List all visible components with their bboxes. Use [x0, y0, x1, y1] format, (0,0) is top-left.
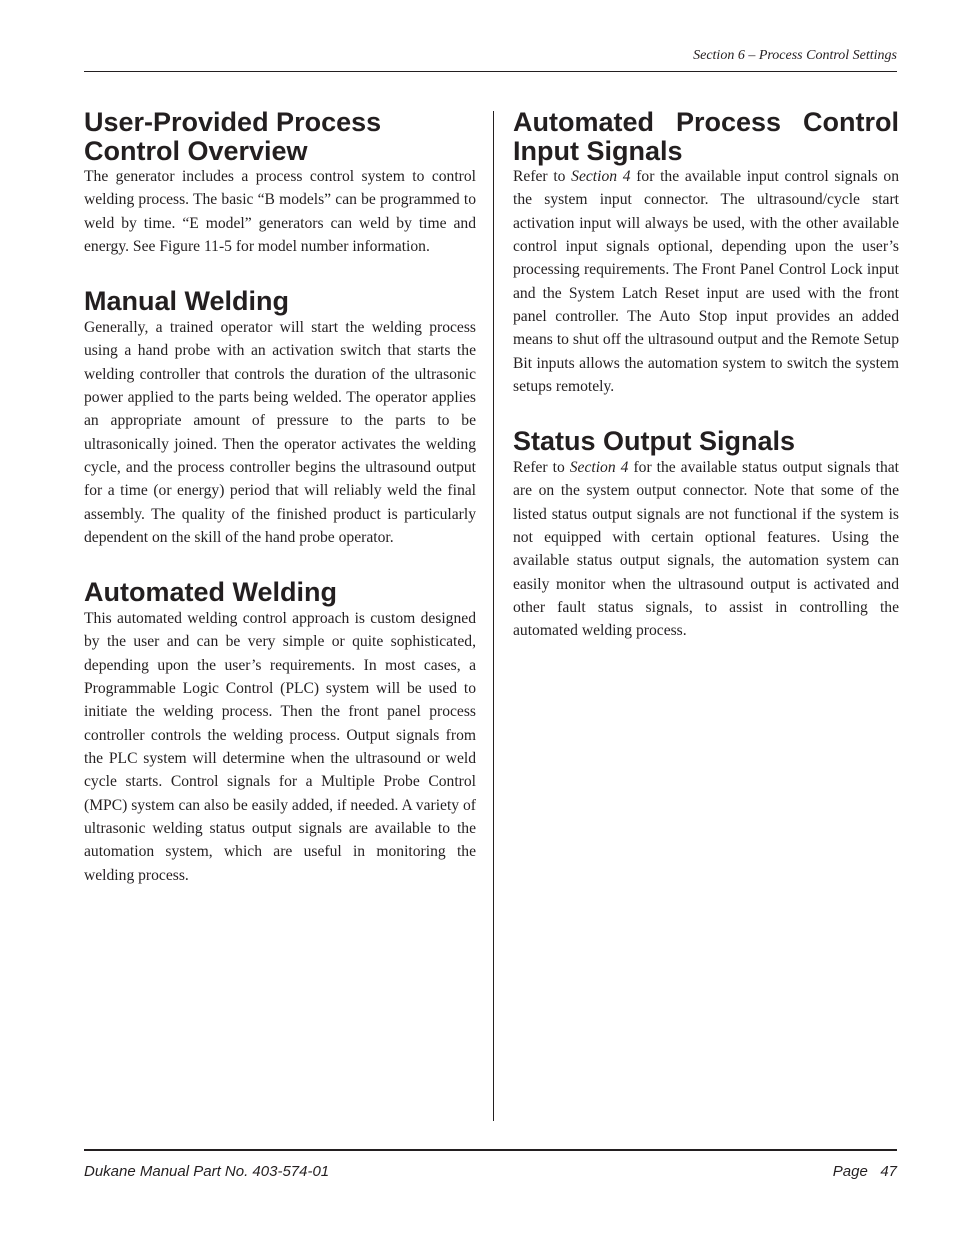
heading-status-signals: Status Output Signals: [513, 426, 796, 457]
section-reference: Section 4: [569, 458, 629, 476]
running-header: Section 6 – Process Control Settings: [693, 48, 897, 63]
page-number: 47: [880, 1163, 897, 1180]
section-automated-welding: [84, 578, 476, 887]
footer-part-number: Dukane Manual Part No. 403-574-01: [84, 1163, 330, 1180]
section-overview: [84, 108, 476, 258]
section-status-signals: [513, 427, 899, 642]
footer-rule: [84, 1149, 897, 1151]
right-column: [513, 108, 899, 672]
column-divider: [493, 111, 494, 1121]
paragraph-input-signals: Refer to Section 4 for the available input control signals on the system input connector. The ultrasound/cycle start activation input will always be used, with the other available control input signals optional, depending upon the user’s processing requirements. The Front Panel Control Lock input and the System Latch Reset input are used with the front panel controller. The Auto Stop input provides an added means to shut off the ultrasound output and the Remote Setup Bit inputs allows the automation system to switch the system setups remotely.: [513, 168, 899, 396]
heading-overview: User-Provided Process Control Overview: [84, 107, 382, 166]
paragraph-automated-welding: This automated welding control approach is custom designed by the user and can be very simple or quite sophisticated, depending upon the user’s requirements. In most cases, a Programmable Logic Control (PLC) system will be used to initiate the welding process. Then the front panel process controller controls the welding process. Output signals from the PLC system will determine when the ultrasound or weld cycle starts. Control signals for a Multiple Probe Control (MPC) system can also be easily added, if needed. A variety of ultrasonic welding status output signals are available to the automation system, which are useful in monitoring the welding process.: [84, 609, 476, 884]
page-label: Page: [832, 1163, 868, 1180]
paragraph-status-signals: Refer to Section 4 for the available status output signals that are on the system output connector. Note that some of the listed status output signals are not functional if the system is not equipped with certain optional features. Using the available status output signals, the automation system can easily monitor when the ultrasound output is activated and other fault status signals, to assist in controlling the automated welding process.: [513, 458, 900, 640]
heading-input-signals: Automated Process Control Input Signals: [513, 107, 899, 166]
section-manual-welding: [84, 287, 476, 549]
footer-page: [833, 1163, 897, 1180]
heading-manual-welding: Manual Welding: [84, 286, 290, 317]
section-input-signals: [513, 108, 899, 398]
paragraph-manual-welding: Generally, a trained operator will start the welding process using a hand probe with an activation switch that starts the welding controller that controls the duration of the ultrasonic power applied to the parts being welded. The operator applies an appropriate amount of pressure to the parts to be ultrasonically joined. Then the operator activates the welding cycle, and the process controller begins the ultrasound output for a time (or energy) period that will reliably weld the final assembly. The quality of the finished product is particularly dependent on the skill of the hand probe operator.: [84, 318, 476, 546]
header-rule: [84, 71, 897, 72]
paragraph-overview: The generator includes a process control system to control welding process. The basic “B models” can be programmed to weld by time. “E model” generators can weld by time and energy. See Figure 11-5 for model number information.: [84, 168, 476, 256]
section-reference: Section 4: [571, 168, 631, 185]
left-column: [84, 108, 476, 916]
heading-automated-welding: Automated Welding: [84, 577, 337, 608]
